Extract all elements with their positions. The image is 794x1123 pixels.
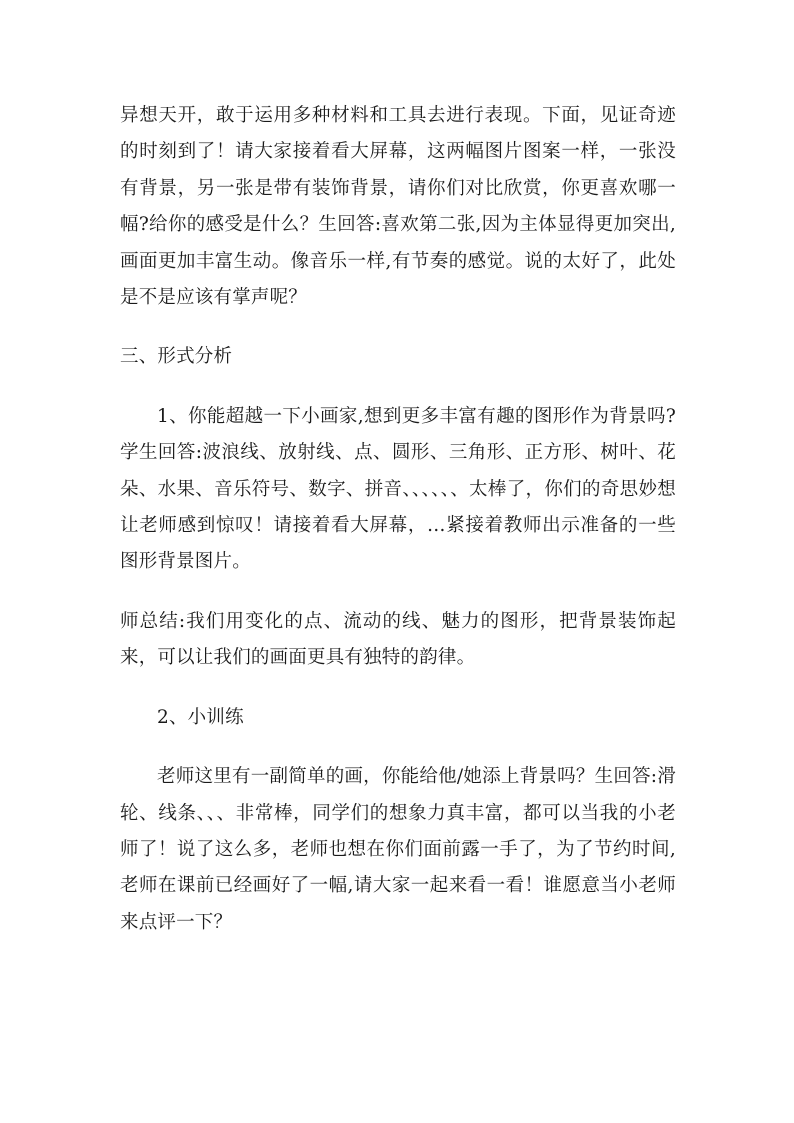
paragraph-step-1: 1、你能超越一下小画家,想到更多丰富有趣的图形作为背景吗?学生回答:波浪线、放射线、点、圆形、三角形、正方形、树叶、花朵、水果、音乐符号、数字、拼音、、、、、、太棒了，你们的奇思妙想让老师感到惊叹！请接着看大屏幕，…紧接着教师出示准备的一些图形背景图片。 bbox=[120, 405, 676, 573]
paragraph-appreciation: 异想天开，敢于运用多种材料和工具去进行表现。下面，见证奇迹的时刻到了！请大家接着看大屏幕，这两幅图片图案一样，一张没有背景，另一张是带有装饰背景，请你们对比欣赏，你更喜欢哪一幅?给你的感受是什么？生回答:喜欢第二张,因为主体显得更加突出,画面更加丰富生动。像音乐一样,有节奏的感觉。说的太好了，此处是不是应该有掌声呢？ bbox=[120, 105, 676, 309]
paragraph-practice: 老师这里有一副简单的画，你能给他/她添上背景吗？生回答:滑轮、线条、、、非常棒，同学们的想象力真丰富，都可以当我的小老师了！说了这么多，老师也想在你们面前露一手了，为了节约时间,老师在课前已经画好了一幅,请大家一起来看一看！谁愿意当小老师来点评一下？ bbox=[120, 766, 676, 933]
section-heading-form-analysis: 三、形式分析 bbox=[120, 346, 233, 368]
document-body bbox=[120, 98, 676, 941]
paragraph-step-2-heading: 2、小训练 bbox=[157, 706, 244, 728]
paragraph-teacher-summary: 师总结:我们用变化的点、流动的线、魅力的图形，把背景装饰起来，可以让我们的画面更具有独特的韵律。 bbox=[120, 610, 676, 669]
